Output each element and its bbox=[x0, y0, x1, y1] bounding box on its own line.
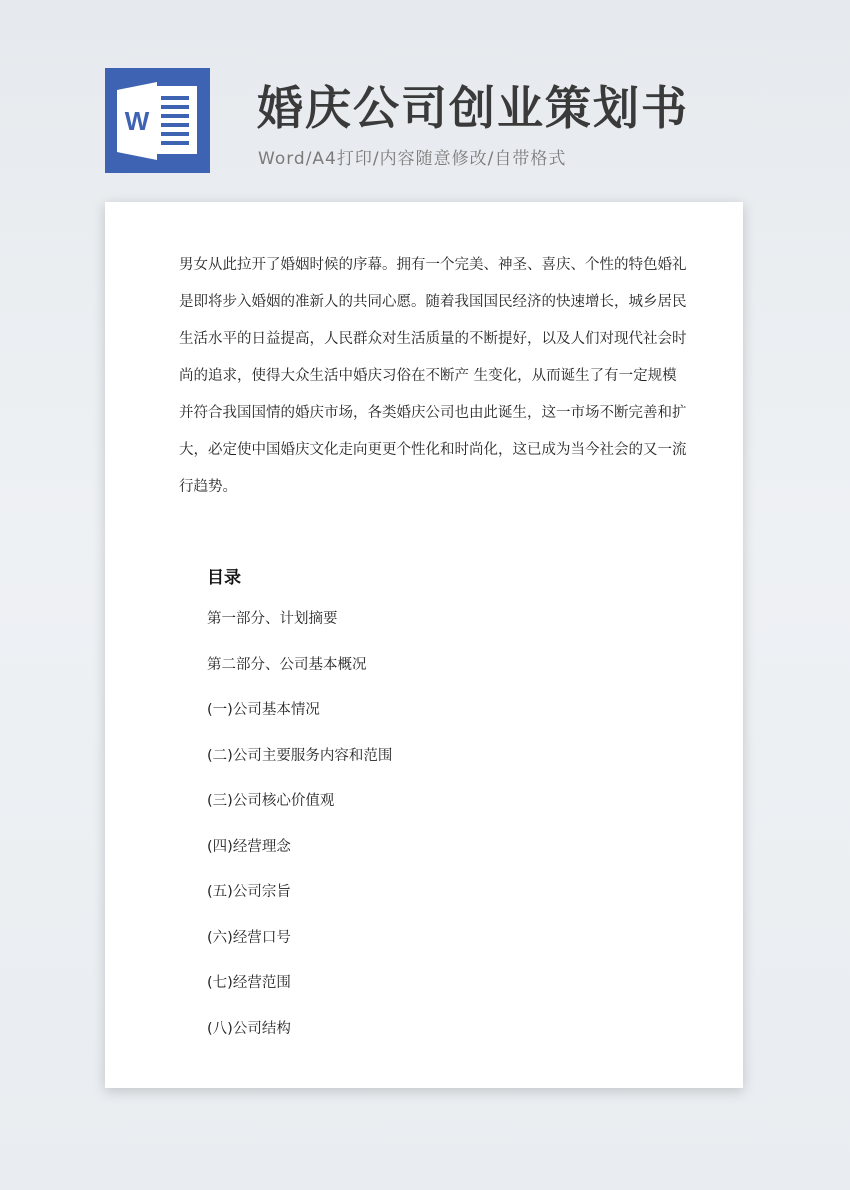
toc-item: (七)经营范围 bbox=[207, 975, 291, 991]
toc-item: (五)公司宗旨 bbox=[207, 884, 291, 900]
toc-item: 第一部分、计划摘要 bbox=[207, 611, 338, 627]
word-icon-letter: W bbox=[124, 106, 150, 136]
intro-line: 男女从此拉开了婚姻时候的序幕。拥有一个完美、神圣、喜庆、个性的特色婚礼 bbox=[179, 257, 687, 273]
toc-item: 第二部分、公司基本概况 bbox=[207, 656, 367, 673]
page-title: 婚庆公司创业策划书 bbox=[257, 81, 689, 135]
page-subtitle: Word/A4打印/内容随意修改/自带格式 bbox=[258, 149, 567, 169]
intro-paragraph bbox=[179, 247, 687, 506]
toc-item: (四)经营理念 bbox=[207, 838, 291, 855]
intro-line: 是即将步入婚姻的准新人的共同心愿。随着我国国民经济的快速增长，城乡居民 bbox=[179, 294, 687, 310]
document-page bbox=[105, 202, 743, 1088]
toc-item: (六)经营口号 bbox=[207, 929, 291, 946]
toc-item: (二)公司主要服务内容和范围 bbox=[207, 747, 393, 764]
toc-heading: 目录 bbox=[207, 568, 241, 588]
toc-item: (八)公司结构 bbox=[207, 1020, 291, 1037]
table-of-contents bbox=[207, 600, 392, 1055]
intro-line: 并符合我国国情的婚庆市场，各类婚庆公司也由此诞生，这一市场不断完善和扩 bbox=[179, 405, 687, 421]
word-document-icon bbox=[105, 68, 210, 173]
intro-line: 大，必定使中国婚庆文化走向更更个性化和时尚化，这已成为当今社会的又一流 bbox=[179, 442, 687, 458]
toc-item: (一)公司基本情况 bbox=[207, 702, 320, 718]
intro-line: 生活水平的日益提高，人民群众对生活质量的不断提好，以及人们对现代社会时 bbox=[179, 331, 687, 347]
intro-line: 尚的追求，使得大众生活中婚庆习俗在不断产 生变化，从而诞生了有一定规模 bbox=[179, 368, 677, 384]
intro-line: 行趋势。 bbox=[179, 479, 237, 495]
toc-item: (三)公司核心价值观 bbox=[207, 793, 335, 809]
